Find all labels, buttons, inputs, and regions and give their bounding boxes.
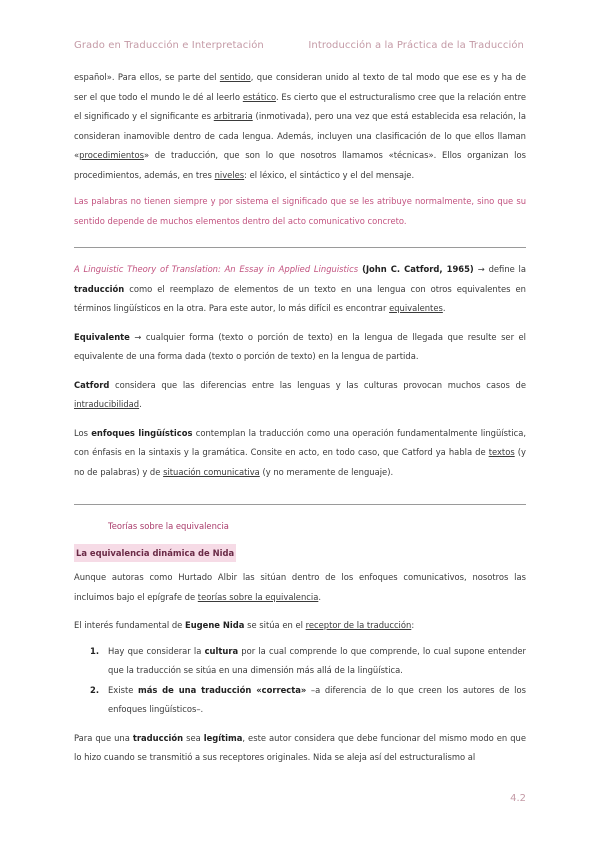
- nida-list: [74, 642, 526, 720]
- paragraph-legitima: Para que una traducción sea legítima, este autor considera que debe funcionar del mismo modo en que lo hizo cuando se transmitió a sus receptores originales. Nida se aleja así del estructuralismo al: [74, 732, 526, 762]
- page-content: [74, 68, 526, 768]
- arrow-icon: →: [477, 264, 485, 274]
- header-subject: Introducción a la Práctica de la Traducción: [308, 40, 524, 51]
- term-estatico: estático: [242, 91, 276, 102]
- term-arbitraria: arbitraria: [213, 111, 253, 121]
- divider: [74, 504, 526, 505]
- highlighted-quote: Las palabras no tienen siempre y por sistema el significado que se les atribuye normalmente, sino que su sentido depende de muchos elementos dentro del acto comunicativo concreto.: [74, 196, 526, 226]
- list-item: 2. Existe más de una traducción «correcta» –a diferencia de lo que creen los autores de los enfoques lingüísticos–.: [90, 684, 526, 714]
- paragraph-catford: A Linguistic Theory of Translation: An Essay in Applied Linguistics (John C. Catford, 1965) → define la traducción como el reemplazo de elementos de un texto en una lengua con otros equivalentes en términos lingüísticos en la otra. Para este autor, lo más difícil es encontrar equivalentes.: [74, 264, 527, 313]
- page-number: 4.2: [510, 793, 526, 804]
- term-procedimientos: procedimientos: [79, 150, 144, 160]
- book-title: A Linguistic Theory of Translation: An Essay in Applied Linguistics: [74, 264, 359, 274]
- paragraph-intraducibilidad: Catford considera que las diferencias entre las lenguas y las culturas provocan muchos casos de intraducibilidad.: [74, 379, 526, 409]
- paragraph-nida: El interés fundamental de Eugene Nida se sitúa en el receptor de la traducción:: [74, 620, 415, 630]
- divider: [74, 247, 526, 248]
- arrow-icon: →: [129, 331, 146, 342]
- section-title: Teorías sobre la equivalencia: [108, 521, 229, 531]
- term-niveles: niveles: [214, 169, 245, 180]
- list-item: 1. Hay que considerar la cultura por la cual comprende lo que comprende, lo cual supone entender que la traducción se sitúa en una dimensión más allá de la lingüística.: [90, 645, 526, 675]
- paragraph-equivalente: Equivalente → cualquier forma (texto o porción de texto) en la lengua de llegada que resulte ser el equivalente de una forma dada (texto o porción de texto) en la lengua de partida.: [74, 331, 526, 361]
- header-course: Grado en Traducción e Interpretación: [74, 40, 264, 51]
- subsection-title: La equivalencia dinámica de Nida: [74, 544, 236, 562]
- paragraph-enfoques: Los enfoques lingüísticos contemplan la traducción como una operación fundamentalmente lingüística, con énfasis en la sintaxis y la gramática. Consite en acto, en todo caso, que Catford ya habla de textos (y no de palabras) y de situación comunicativa (y no meramente de lenguaje).: [74, 427, 527, 477]
- paragraph-structuralism: español». Para ellos, se parte del sentido, que consideran unido al texto de tal modo que ese es y ha de ser el que todo el mundo le dé al leerlo estático. Es cierto que el estructuralismo cree que la relación entre el significado y el significante es arbitraria (inmotivada), pero una vez que está establecida esa relación, la consideran inamovible dentro de cada lengua. Además, incluyen una clasificación de lo que ellos llaman «procedimientos» de traducción, que son lo que nosotros llamamos «técnicas». Ellos organizan los procedimientos, además, en tres niveles: el léxico, el sintáctico y el del mensaje.: [74, 72, 527, 180]
- paragraph-hurtado: Aunque autoras como Hurtado Albir las sitúan dentro de los enfoques comunicativos, nosotros las incluimos bajo el epígrafe de teorías sobre la equivalencia.: [74, 572, 526, 602]
- term-sentido: sentido: [219, 72, 251, 82]
